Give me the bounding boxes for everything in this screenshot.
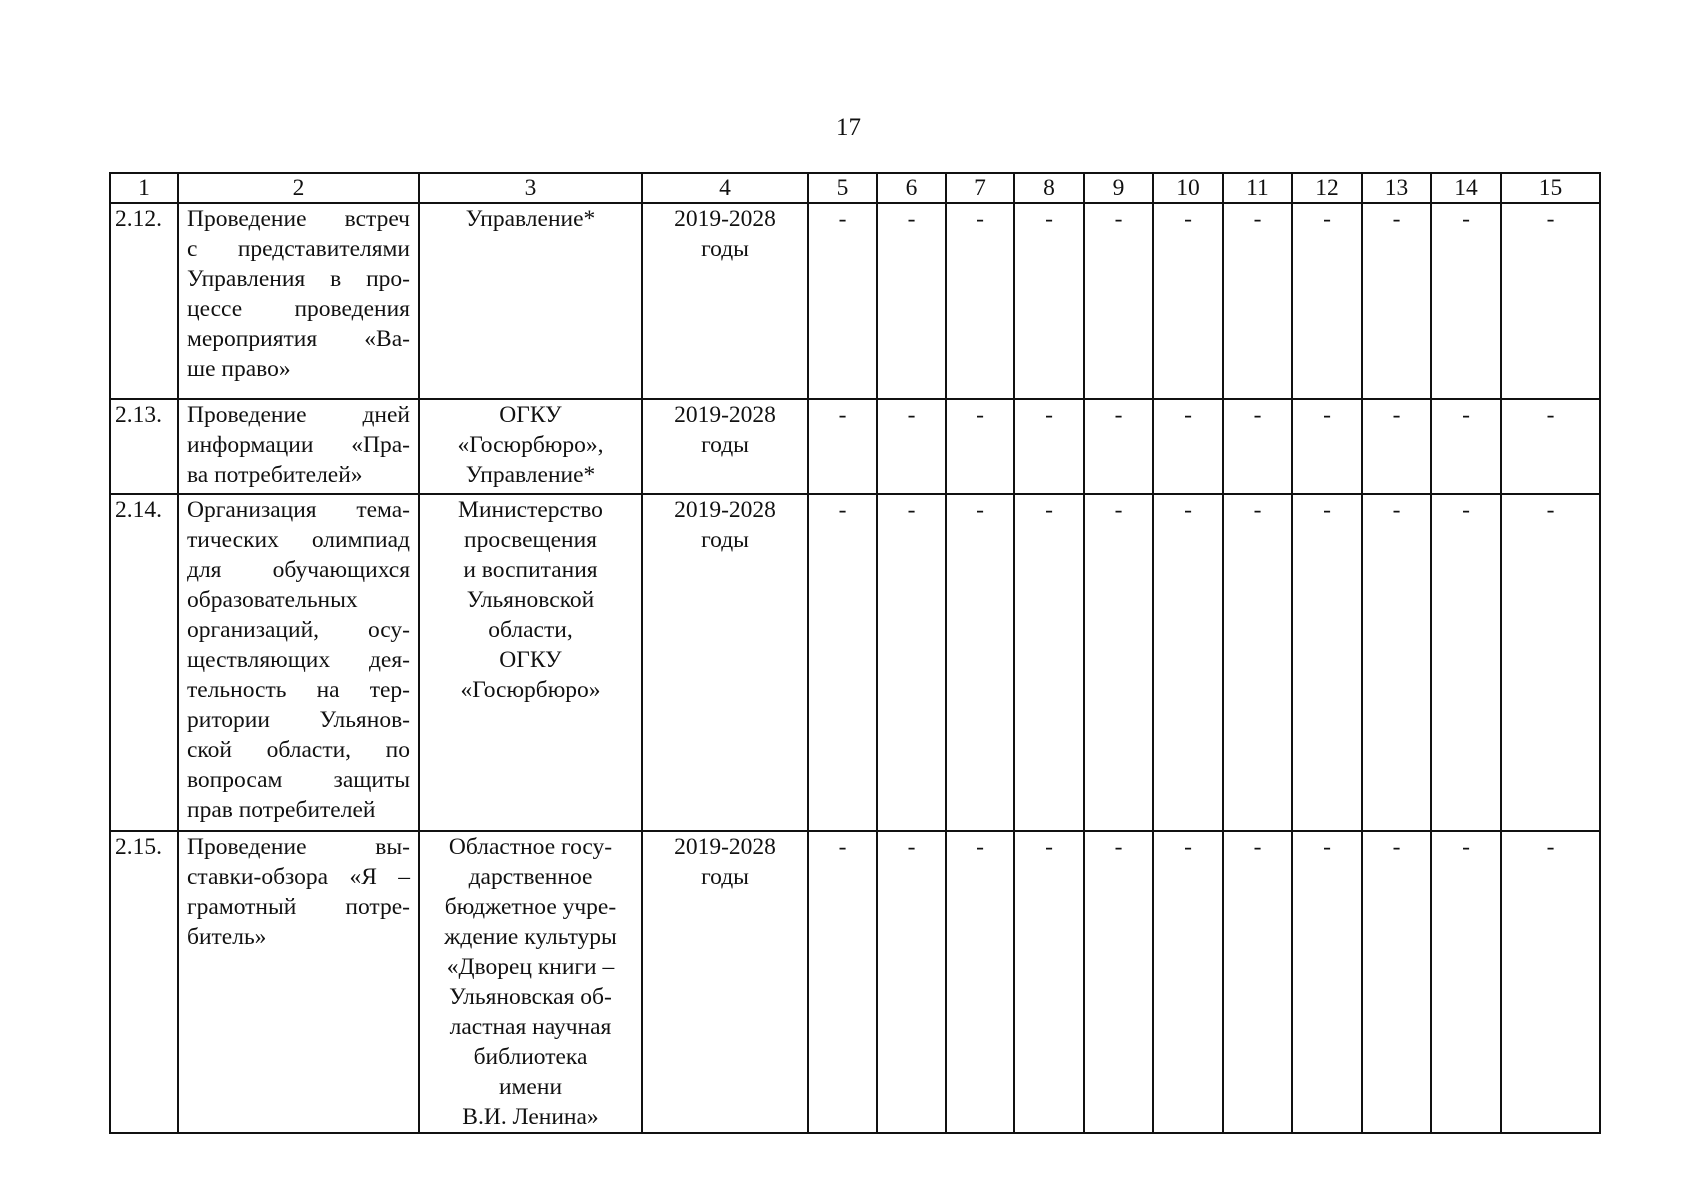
value-cell: - — [1431, 203, 1501, 399]
value-cell: - — [1223, 399, 1292, 494]
value-cell: - — [1014, 494, 1084, 831]
period — [642, 203, 808, 399]
header-cell: 3 — [419, 173, 642, 203]
header-cell: 10 — [1153, 173, 1223, 203]
text-line: ществляющих дея- — [187, 647, 410, 673]
text-line: вопросам защиты — [187, 767, 410, 793]
page-number: 17 — [836, 114, 861, 141]
value-cell: - — [808, 831, 877, 1133]
value-cell: - — [1014, 399, 1084, 494]
header-cell: 1 — [110, 173, 178, 203]
value-cell: - — [946, 494, 1014, 831]
header-cell: 4 — [642, 173, 808, 203]
value-cell: - — [877, 399, 946, 494]
value-cell: - — [1362, 494, 1431, 831]
value-cell: - — [1501, 203, 1600, 399]
header-cell: 8 — [1014, 173, 1084, 203]
header-cell: 11 — [1223, 173, 1292, 203]
executor — [419, 399, 642, 494]
row-number: 2.12. — [110, 203, 178, 399]
text-line: Организация тема- — [187, 497, 410, 523]
period — [642, 831, 808, 1133]
value-cell: - — [1362, 399, 1431, 494]
value-cell: - — [1292, 399, 1362, 494]
text-line: ставки-обзора «Я – — [187, 864, 410, 890]
text-line: дарственное — [468, 864, 593, 890]
text-line: годы — [701, 432, 749, 458]
header-cell: 6 — [877, 173, 946, 203]
header-cell: 5 — [808, 173, 877, 203]
header-row — [110, 173, 1600, 203]
executor — [419, 831, 642, 1133]
text-line: информации «Пра- — [187, 432, 410, 458]
text-line: ва потребителей» — [187, 462, 363, 488]
value-cell: - — [1223, 831, 1292, 1133]
text-line: годы — [701, 527, 749, 553]
text-line: 2019-2028 — [674, 206, 776, 232]
row-number: 2.13. — [110, 399, 178, 494]
text-line: Управление* — [465, 206, 596, 232]
header-cell: 14 — [1431, 173, 1501, 203]
row-number: 2.14. — [110, 494, 178, 831]
value-cell: - — [1084, 203, 1153, 399]
text-line: ждение культуры — [444, 924, 617, 950]
text-line: прав потребителей — [187, 797, 376, 823]
value-cell: - — [1431, 399, 1501, 494]
table-row — [110, 399, 1600, 494]
text-line: мероприятия «Ва- — [187, 326, 410, 352]
period — [642, 399, 808, 494]
value-cell: - — [877, 203, 946, 399]
value-cell: - — [808, 494, 877, 831]
measure-name — [178, 494, 419, 831]
text-line: организаций, осу- — [187, 617, 410, 643]
value-cell: - — [1431, 831, 1501, 1133]
text-line: Проведение встреч — [187, 206, 410, 232]
header-cell: 7 — [946, 173, 1014, 203]
text-line: для обучающихся — [187, 557, 410, 583]
value-cell: - — [946, 399, 1014, 494]
text-line: битель» — [187, 924, 267, 950]
value-cell: - — [946, 203, 1014, 399]
text-line: «Дворец книги – — [446, 954, 615, 980]
value-cell: - — [1153, 831, 1223, 1133]
measure-name — [178, 831, 419, 1133]
value-cell: - — [808, 203, 877, 399]
text-line: ОГКУ — [499, 647, 562, 673]
text-line: ской области, по — [187, 737, 410, 763]
value-cell: - — [946, 831, 1014, 1133]
value-cell: - — [1153, 203, 1223, 399]
value-cell: - — [1362, 203, 1431, 399]
text-line: Проведение дней — [187, 402, 410, 428]
header-cell: 15 — [1501, 173, 1600, 203]
text-line: имени — [498, 1074, 563, 1100]
value-cell: - — [877, 494, 946, 831]
text-line: годы — [701, 864, 749, 890]
value-cell: - — [1292, 831, 1362, 1133]
text-line: ритории Ульянов- — [187, 707, 410, 733]
header-cell: 2 — [178, 173, 419, 203]
value-cell: - — [1153, 494, 1223, 831]
text-line: годы — [701, 236, 749, 262]
table-row — [110, 494, 1600, 831]
value-cell: - — [1014, 831, 1084, 1133]
text-line: 2019-2028 — [674, 497, 776, 523]
value-cell: - — [808, 399, 877, 494]
value-cell: - — [1501, 494, 1600, 831]
text-line: Ульяновской — [466, 587, 595, 613]
text-line: ластная научная — [449, 1014, 612, 1040]
text-line: Ульяновская об- — [449, 984, 612, 1010]
text-line: 2019-2028 — [674, 402, 776, 428]
text-line: «Госюрбюро» — [460, 677, 601, 703]
text-line: с представителями — [187, 236, 410, 262]
text-line: и воспитания — [463, 557, 598, 583]
value-cell: - — [1431, 494, 1501, 831]
value-cell: - — [1223, 494, 1292, 831]
text-line: тельность на тер- — [187, 677, 410, 703]
executor — [419, 494, 642, 831]
text-line: Проведение вы- — [187, 834, 410, 860]
table-row — [110, 831, 1600, 1133]
value-cell: - — [1362, 831, 1431, 1133]
value-cell: - — [1501, 399, 1600, 494]
text-line: тических олимпиад — [187, 527, 410, 553]
period — [642, 494, 808, 831]
text-line: библиотека — [473, 1044, 588, 1070]
value-cell: - — [1501, 831, 1600, 1133]
text-line: образовательных — [187, 587, 358, 613]
text-line: Министерство — [458, 497, 603, 523]
measure-name — [178, 399, 419, 494]
text-line: «Госюрбюро», — [457, 432, 604, 458]
text-line: области, — [488, 617, 573, 643]
text-line: цессе проведения — [187, 296, 410, 322]
value-cell: - — [877, 831, 946, 1133]
value-cell: - — [1084, 494, 1153, 831]
executor — [419, 203, 642, 399]
value-cell: - — [1292, 203, 1362, 399]
measures-table — [109, 172, 1601, 1134]
header-cell: 12 — [1292, 173, 1362, 203]
text-line: 2019-2028 — [674, 834, 776, 860]
text-line: ОГКУ — [499, 402, 562, 428]
text-line: ше право» — [187, 356, 291, 382]
value-cell: - — [1153, 399, 1223, 494]
header-cell: 9 — [1084, 173, 1153, 203]
table-row — [110, 203, 1600, 399]
text-line: Управление* — [465, 462, 596, 488]
value-cell: - — [1084, 831, 1153, 1133]
text-line: Областное госу- — [448, 834, 613, 860]
value-cell: - — [1223, 203, 1292, 399]
text-line: просвещения — [464, 527, 597, 553]
value-cell: - — [1292, 494, 1362, 831]
text-line: грамотный потре- — [187, 894, 410, 920]
text-line: В.И. Ленина» — [462, 1104, 599, 1130]
measure-name — [178, 203, 419, 399]
value-cell: - — [1084, 399, 1153, 494]
row-number: 2.15. — [110, 831, 178, 1133]
header-cell: 13 — [1362, 173, 1431, 203]
text-line: бюджетное учре- — [444, 894, 617, 920]
value-cell: - — [1014, 203, 1084, 399]
text-line: Управления в про- — [187, 266, 410, 292]
